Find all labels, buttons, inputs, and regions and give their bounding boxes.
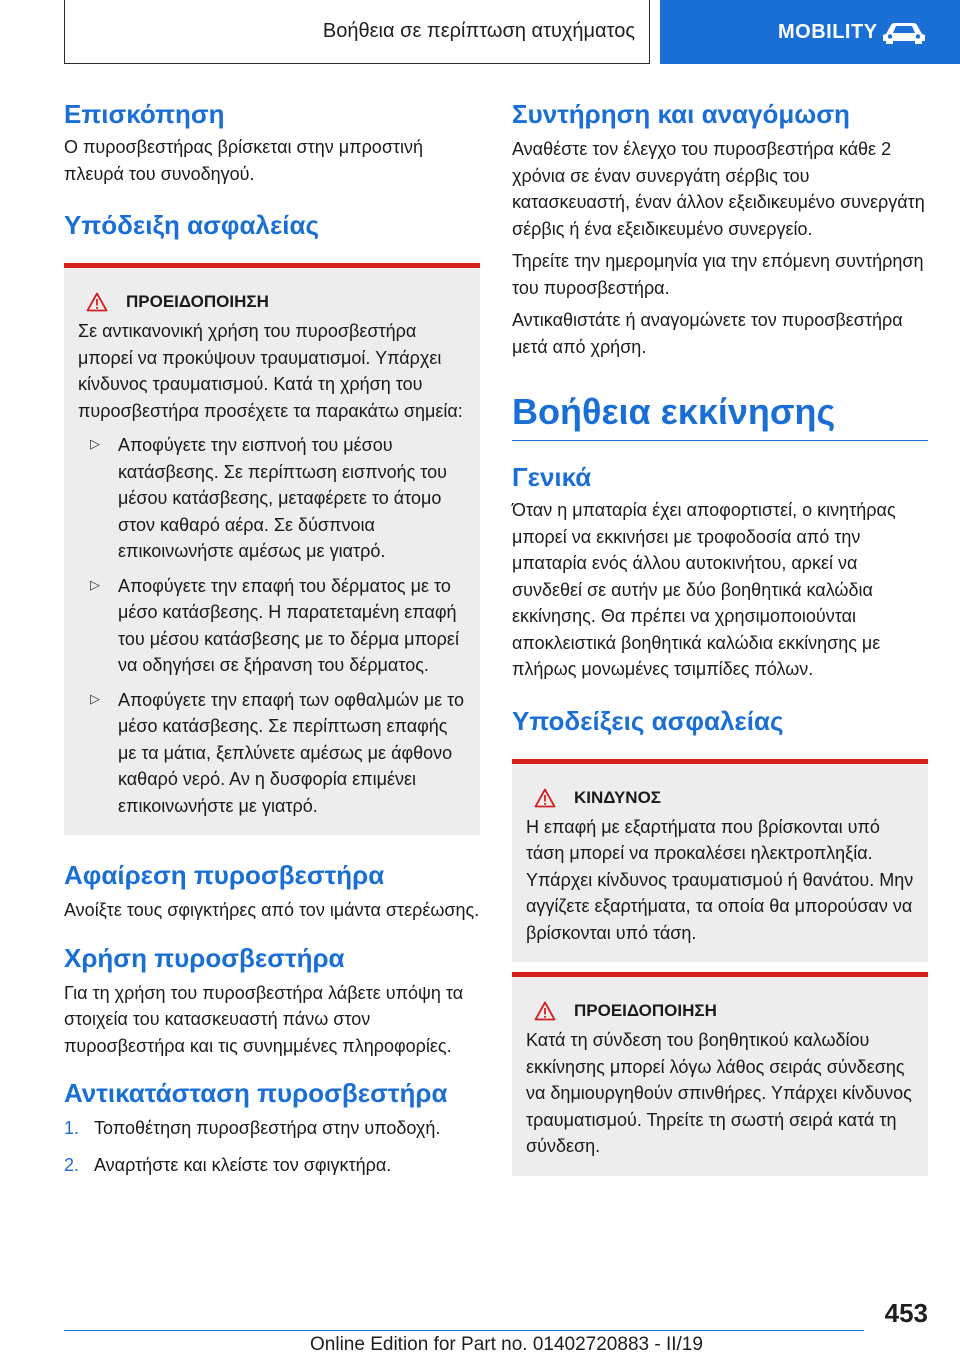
warning-label: ΠΡΟΕΙΔΟΠΟΙΗΣΗ [126, 292, 269, 311]
list-item: ▷ Αποφύγετε την επαφή του δέρματος με το μέσο κατάσβεσης. Η παρατεταμένη επαφή του μέσου κατάσβεσης με το δέρμα μπορεί να οδηγήσει σε ξήρανση του δέρματος. [90, 573, 466, 679]
general-text: Όταν η μπαταρία έχει αποφορτιστεί, ο κινητήρας μπορεί να εκκινήσει με τροφοδοσία από την μπαταρία ενός άλλου αυτοκινήτου, αρκεί να συνδεθεί σε αυτήν με δύο βοηθητικά καλώδια εκκίνησης. Θα πρέπει να χρησιμοποιούνται αποκλειστικά βοηθητικά καλώδια εκκίνησης με πλήρως μονωμένες τσιμπίδες πόλων. [512, 500, 896, 679]
warning-text: Κατά τη σύνδεση του βοηθητικού καλωδίου εκκίνησης μπορεί λόγω λάθος σειράς σύνδεσης να δημιουργηθούν σπινθήρες. Υπάρχει κίνδυνος τραυματισμού. Τηρείτε τη σωστή σειρά κατά τη σύνδεση. [526, 1030, 912, 1156]
step-number: 2. [64, 1154, 80, 1175]
warning-bullets [78, 432, 466, 819]
warning-label: ΠΡΟΕΙΔΟΠΟΙΗΣΗ [574, 1001, 717, 1020]
list-item [64, 1152, 480, 1179]
danger-title [526, 788, 914, 808]
maintenance-text-3: Αντικαθιστάτε ή αναγομώνετε τον πυροσβεστήρα μετά από χρήση. [512, 310, 903, 357]
warning-triangle-icon [534, 1001, 556, 1021]
warning-box [64, 263, 480, 835]
chapter-header [64, 0, 650, 64]
general-heading: Γενικά [512, 462, 592, 492]
maintenance-text-2: Τηρείτε την ημερομηνία για την επόμενη συντήρηση του πυροσβεστήρα. [512, 251, 924, 298]
overview-heading: Επισκόπηση [64, 99, 225, 129]
use-text: Για τη χρήση του πυροσβεστήρα λάβετε υπόψη τα στοιχεία του κατασκευαστή πάνω στον πυροσβεστήρα και τις συνημμένες πληροφορίες. [64, 982, 464, 1056]
edition-text: Online Edition for Part no. 01402720883 - II/19 [310, 1334, 703, 1355]
step-number: 1. [64, 1118, 80, 1138]
car-icon [880, 22, 928, 44]
page-number: 453 [884, 1298, 928, 1328]
footer-divider [64, 1330, 864, 1331]
chapter-title: Βοήθεια σε περίπτωση ατυχήματος [322, 20, 635, 42]
step-text: Αναρτήστε και κλείστε τον σφιγκτήρα. [94, 1154, 392, 1175]
left-column [64, 98, 480, 1188]
warning-title [526, 1001, 914, 1021]
maintenance-heading: Συντήρηση και αναγόμωση [512, 99, 850, 129]
removal-text: Ανοίξτε τους σφιγκτήρες από τον ιμάντα στερέωσης. [64, 900, 480, 920]
jump-start-heading: Βοήθεια εκκίνησης [512, 390, 928, 441]
list-item: ▷ Αποφύγετε την επαφή των οφθαλμών με το μέσο κατάσβεσης. Σε περίπτωση επαφής με τα μάτια, ξεπλύνετε αμέσως με άφθονο καθαρό νερό. Αν η δυσφορία επιμένει επικοινωνήστε με γιατρό. [90, 687, 466, 820]
list-item [64, 1115, 480, 1142]
replace-steps [64, 1115, 480, 1178]
maintenance-text-1: Αναθέστε τον έλεγχο του πυροσβεστήρα κάθε 2 χρόνια σε έναν συνεργάτη σέρβις του κατασκευαστή, έναν άλλον εξειδικευμένο συνεργάτη σέρβις ή ένα εξειδικευμένο συνεργείο. [512, 139, 925, 239]
right-column [512, 98, 928, 1176]
warning-title [78, 292, 466, 312]
removal-heading: Αφαίρεση πυροσβεστήρα [64, 860, 385, 890]
danger-box [512, 759, 928, 963]
overview-text: Ο πυροσβεστήρας βρίσκεται στην μπροστινή πλευρά του συνοδηγού. [64, 137, 424, 184]
warning-triangle-icon [534, 788, 556, 808]
warning-triangle-icon [86, 292, 108, 312]
danger-label: ΚΙΝΔΥΝΟΣ [574, 787, 661, 807]
list-item: ▷ Αποφύγετε την εισπνοή του μέσου κατάσβεσης. Σε περίπτωση εισπνοής του μέσου κατάσβεσης, μεταφέρετε το άτομο στον καθαρό αέρα. Σε δύσπνοια επικοινωνήστε αμέσως με γιατρό. [90, 432, 466, 565]
danger-text: Η επαφή με εξαρτήματα που βρίσκονται υπό τάση μπορεί να προκαλέσει ηλεκτροπληξία. Υπάρχει κίνδυνος τραυματισμού ή θανάτου. Μην αγγίζετε εξαρτήματα, τα οποία θα μπορούσαν να βρίσκονται υπό τάση. [526, 816, 914, 943]
step-text: Τοποθέτηση πυροσβεστήρα στην υποδοχή. [94, 1118, 441, 1138]
safety-heading: Υπόδειξη ασφαλείας [64, 210, 320, 240]
warning-box [512, 972, 928, 1176]
section-label: MOBILITY [778, 20, 878, 43]
safety-notes-heading: Υποδείξεις ασφαλείας [512, 705, 784, 736]
warning-text: Σε αντικανονική χρήση του πυροσβεστήρα μπορεί να προκύψουν τραυματισμοί. Υπάρχει κίνδυνος τραυματισμού. Κατά τη χρήση του πυροσβεστήρα προσέχετε τα παρακάτω σημεία: [78, 321, 463, 421]
replace-heading: Αντικατάσταση πυροσβεστήρα [64, 1078, 448, 1108]
section-tab[interactable] [660, 0, 960, 64]
use-heading: Χρήση πυροσβεστήρα [64, 942, 345, 973]
